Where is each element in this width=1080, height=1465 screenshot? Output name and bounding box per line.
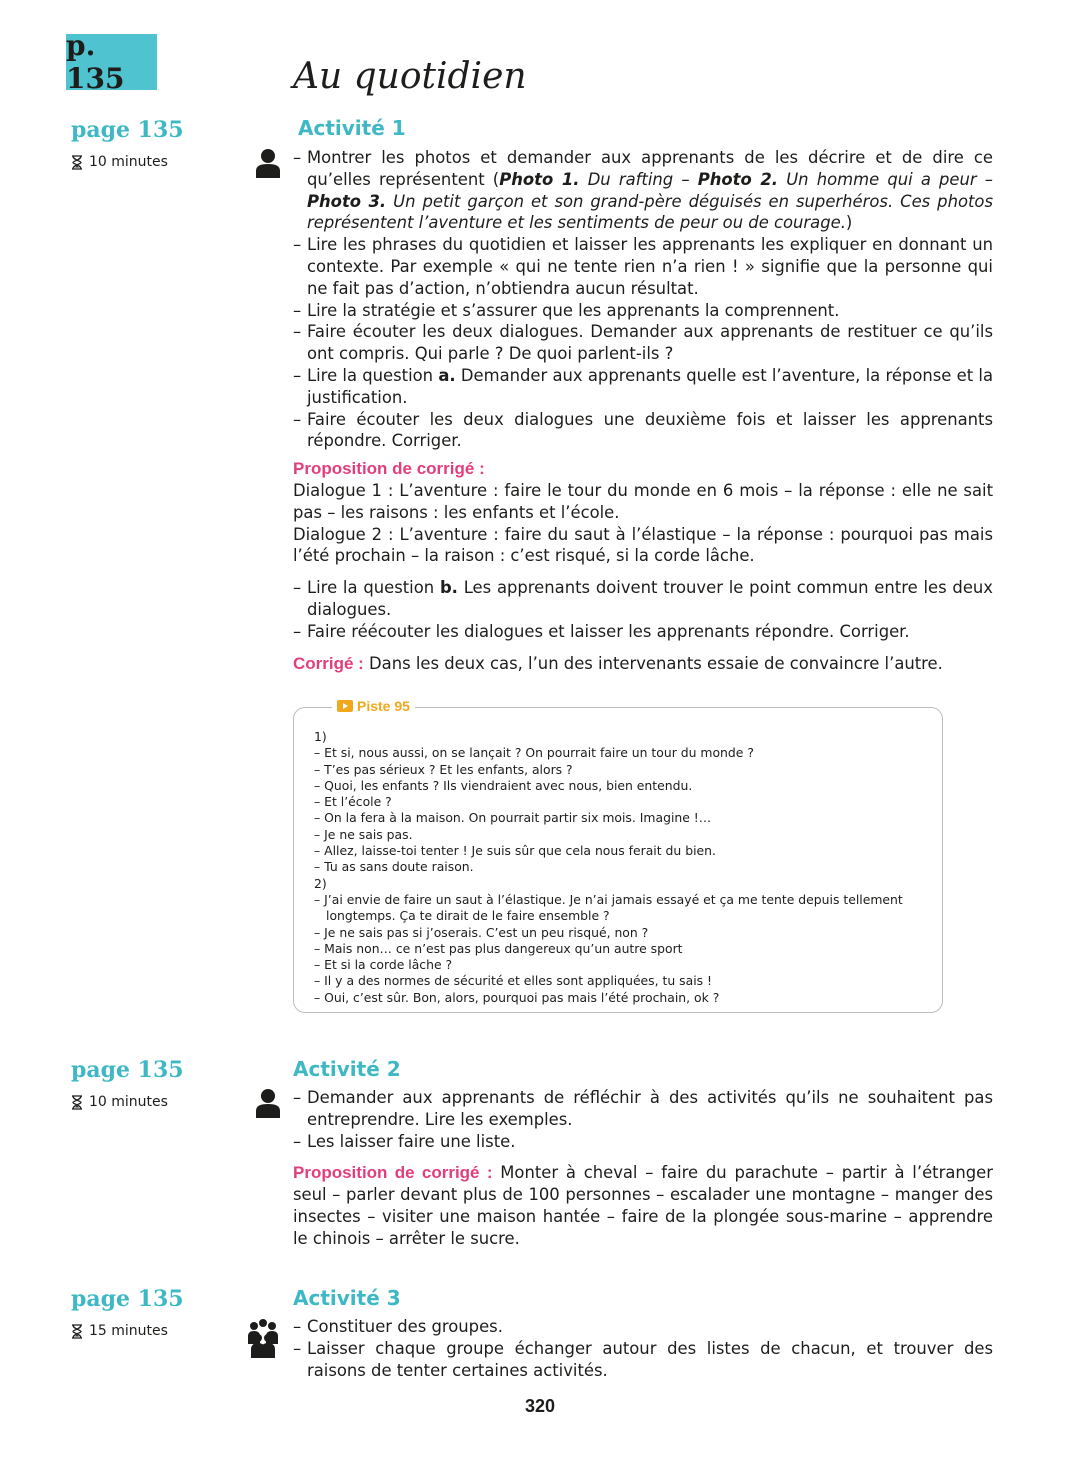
transcript-line: – T’es pas sérieux ? Et les enfants, alors ? [314, 761, 573, 777]
proposition-dialogue-2: Dialogue 2 : L’aventure : faire du saut à l’élastique – la réponse : pourquoi pas mais l’été prochain – la raison : c’est risqué, si la corde lâche. [293, 524, 993, 566]
list-item: – Lire les phrases du quotidien et laisser les apprenants les expliquer en donnant un contexte. Par exemple « qui ne tente rien n’a rien ! » signifie que la personne qui ne fait pas d’action, n’obtiendra aucun résultat. [293, 234, 993, 299]
transcript-line: – Tu as sans doute raison. [314, 859, 474, 875]
page-number: 320 [524, 1396, 556, 1416]
transcript-line: – Mais non… ce n’est pas plus dangereux qu’un autre sport [314, 940, 683, 956]
transcript-line: 2) [314, 875, 327, 891]
transcript-text [314, 729, 939, 1006]
transcript-line: 1) [314, 729, 327, 744]
list-item: – Montrer les photos et demander aux apprenants de les décrire et de dire ce qu’elles représentent (Photo 1. Du rafting – Photo 2. Un homme qui a peur – Photo 3. Un petit garçon et son grand-père déguisés en superhéros. Ces photos représentent l’aventure et les sentiments de peur ou de courage.) [293, 147, 993, 234]
list-item: – Les laisser faire une liste. [293, 1131, 993, 1153]
transcript-box [293, 698, 943, 1013]
transcript-line: – On la fera à la maison. On pourrait partir six mois. Imagine !… [314, 810, 712, 826]
activity-1-steps [293, 147, 993, 452]
corrige: Corrigé : Dans les deux cas, l’un des intervenants essaie de convaincre l’autre. [293, 653, 943, 673]
transcript-line: – Quoi, les enfants ? Ils viendraient avec nous, bien entendu. [314, 777, 693, 793]
activity-2-title: Activité 2 [293, 1057, 401, 1081]
page-ref-1: page 135 [71, 117, 184, 143]
activity-1-body [293, 147, 993, 674]
transcript-line: – Allez, laisse-toi tenter ! Je suis sûr que cela nous ferait du bien. [314, 843, 716, 859]
duration-1 [71, 154, 168, 170]
proposition: Proposition de corrigé : Monter à cheval – faire du parachute – partir à l’étranger seul – parler devant plus de 100 personnes – escalader une montagne – manger des insectes – visiter une maison hantée – faire de la plongée sous-marine – apprendre le chinois – arrêter le sucre. [293, 1163, 993, 1248]
activity-1-title: Activité 1 [298, 116, 406, 140]
activity-3-body [293, 1316, 993, 1381]
duration-2 [71, 1094, 168, 1110]
person-icon [255, 1088, 281, 1118]
duration-text: 15 minutes [89, 1323, 168, 1339]
list-item: – Faire écouter les deux dialogues une deuxième fois et laisser les apprenants répondre. Corriger. [293, 409, 993, 453]
list-item: – Faire réécouter les dialogues et laisser les apprenants répondre. Corriger. [293, 621, 993, 643]
activity-2-steps [293, 1087, 993, 1152]
group-icon [246, 1318, 280, 1358]
list-item: – Lire la question b. Les apprenants doivent trouver le point commun entre les deux dialogues. [293, 577, 993, 621]
transcript-line: – Et si, nous aussi, on se lançait ? On pourrait faire un tour du monde ? [314, 745, 754, 761]
transcript-line: – Il y a des normes de sécurité et elles sont appliquées, tu sais ! [314, 973, 713, 989]
proposition-dialogue-1: Dialogue 1 : L’aventure : faire le tour du monde en 6 mois – la réponse : elle ne sait pas – les raisons : les enfants et l’école. [293, 480, 993, 522]
list-item: – Demander aux apprenants de réfléchir à des activités qu’ils ne souhaitent pas entreprendre. Lire les exemples. [293, 1087, 993, 1131]
hourglass-icon [71, 1095, 83, 1110]
activity-2-body [293, 1087, 993, 1250]
transcript-line: – J’ai envie de faire un saut à l’élastique. Je n’ai jamais essayé et ça me tente depuis tellement longtemps. Ça te dirait de le faire ensemble ? [314, 891, 903, 924]
list-item: – Constituer des groupes. [293, 1316, 993, 1338]
activity-3-steps [293, 1316, 993, 1381]
list-item: – Lire la stratégie et s’assurer que les apprenants la comprennent. [293, 300, 993, 322]
proposition-label: Proposition de corrigé : [293, 459, 485, 479]
page-title: Au quotidien [293, 56, 527, 97]
hourglass-icon [71, 155, 83, 170]
piste-label: Piste 95 [332, 698, 415, 714]
transcript-line: – Je ne sais pas. [314, 826, 413, 842]
activity-1-steps-b [293, 577, 993, 642]
list-item: – Lire la question a. Demander aux apprenants quelle est l’aventure, la réponse et la justification. [293, 365, 993, 409]
duration-text: 10 minutes [89, 1094, 168, 1110]
list-item: – Faire écouter les deux dialogues. Demander aux apprenants de restituer ce qu’ils ont compris. Qui parle ? De quoi parlent-ils ? [293, 321, 993, 365]
transcript-line: – Et l’école ? [314, 794, 392, 810]
transcript-line: – Oui, c’est sûr. Bon, alors, pourquoi pas mais l’été prochain, ok ? [314, 989, 720, 1005]
play-icon [337, 700, 353, 712]
transcript-line: – Je ne sais pas si j’oserais. C’est un peu risqué, non ? [314, 924, 649, 940]
transcript-line: – Et si la corde lâche ? [314, 957, 453, 973]
activity-3-title: Activité 3 [293, 1286, 401, 1310]
page-ref-3: page 135 [71, 1286, 184, 1312]
list-item: – Laisser chaque groupe échanger autour des listes de chacun, et trouver des raisons de tenter certaines activités. [293, 1338, 993, 1382]
person-icon [255, 148, 281, 178]
hourglass-icon [71, 1324, 83, 1339]
page-badge: p. 135 [66, 34, 157, 90]
page-ref-2: page 135 [71, 1057, 184, 1083]
duration-text: 10 minutes [89, 154, 168, 170]
duration-3 [71, 1323, 168, 1339]
